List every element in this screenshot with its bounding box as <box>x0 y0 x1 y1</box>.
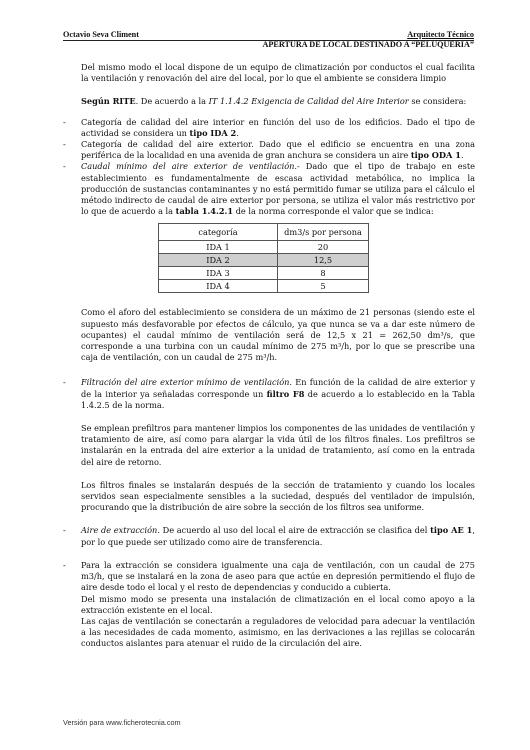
table-cell: 8 <box>278 267 369 280</box>
table-cell: IDA 3 <box>159 267 278 280</box>
table-row <box>159 241 369 254</box>
table-row-highlighted <box>159 254 369 267</box>
filtros-finales-paragraph: Los filtros finales se instalarán después de la sección de tratamiento y cuando los locales servidos sean especialmente sensibles a la suciedad, después del ventilador de impulsión, procurando que la distribución de aire sobre la sección de los filtros sea uniforme. <box>81 479 475 513</box>
filtracion-text2: de acuerdo a lo establecido en la Tabla 1.4.2.5 de la norma. <box>81 388 475 410</box>
caudal-italic: Caudal mínimo del aire exterior de ventilación.- <box>81 161 300 172</box>
list-item-ida <box>63 117 475 139</box>
extraccion-list <box>63 525 475 547</box>
table-cell: IDA 2 <box>159 254 278 267</box>
footer-note: Versión para www.ficherotecnia.com <box>63 718 181 727</box>
ida-end: . <box>236 127 239 138</box>
ida-bold: tipo IDA 2 <box>189 127 237 138</box>
table-header-row <box>159 224 369 241</box>
table-cell: IDA 4 <box>159 280 278 293</box>
prefiltros-paragraph: Se emplean prefiltros para mantener limpios los componentes de las unidades de ventilación y tratamiento de aire, así como para alargar la vida útil de los filtros finales. Los prefiltros se instalarán en la entrada del aire exterior a la unidad de tratamiento, así como en la entrada del aire de retorno. <box>81 423 475 467</box>
caja-p2: Del mismo modo se presenta una instalación de climatización en el local como apoyo a la extracción existente en el local. <box>81 593 475 615</box>
list-item-filtracion <box>63 377 475 411</box>
table-row <box>159 267 369 280</box>
rite-bold: Según RITE <box>81 96 136 107</box>
list-item-caudal <box>63 161 475 217</box>
table-row <box>159 280 369 293</box>
extraccion-text1: De acuerdo al uso del local el aire de extracción se clasifica del <box>159 525 431 536</box>
rite-italic: IT 1.1.4.2 Exigencia de Calidad del Aire Interior <box>208 96 409 107</box>
table-cell: 20 <box>278 241 369 254</box>
caja-p1: Para la extracción se considera igualmente una caja de ventilación, con un caudal de 275 m3/h, que se instalará en la zona de aseo para que actúe en depresión permitiendo el flujo de aire desde todo el local y el resto de dependencias y conducido a cubierta. <box>81 559 475 593</box>
ida-text: Categoría de calidad del aire interior en función del uso de los edificios. Dado el tipo de actividad se considera un <box>81 116 475 138</box>
oda-end: . <box>460 150 464 161</box>
filtracion-list <box>63 377 475 411</box>
filtracion-bold: filtro F8 <box>266 388 305 399</box>
table-cell: 12,5 <box>278 254 369 267</box>
aforo-paragraph: Como el aforo del establecimiento se considera de un máximo de 21 personas (siendo este el supuesto más desfavorable por efectos de cálculo, ya que nunca se va a dar este número de ocupantes) el caudal mínimo de ventilación será de 12,5 x 21 = 262,50 dm³/s, que corresponde a una turbina con un caudal mínimo de 275 m³/h, por lo que se prescribe una caja de ventilación, con un caudal de 275 m³/h. <box>81 307 475 363</box>
extraccion-bold: tipo AE 1 <box>430 525 473 536</box>
document-body <box>63 62 475 650</box>
caja-p3: Las cajas de ventilación se conectarán a reguladores de velocidad para adecuar la ventilación a las necesidades de cada momento, asimismo, en las derivaciones a las rejillas se colocarán conductos aislantes para atenuar el ruido de la circulación del aire. <box>81 615 475 649</box>
header-author: Octavio Seva Climent <box>63 30 139 39</box>
list-item-oda <box>63 139 475 161</box>
oda-bold: tipo ODA 1 <box>410 150 461 161</box>
caudal-text2: de la norma corresponde el valor que se indica: <box>233 206 434 217</box>
intro-paragraph: Del mismo modo el local dispone de un equipo de climatización por conductos el cual facilita la ventilación y renovación del aire del local, por lo que el ambiente se considera limpio <box>81 62 475 84</box>
oda-text: Categoría de calidad del aire exterior. Dado que el edificio se encuentra en una zona periférica de la localidad en una avenida de gran anchura se considera un aire <box>81 139 475 161</box>
rite-text1: . De acuerdo a la <box>135 96 209 107</box>
caudal-bold: tabla 1.4.2.1 <box>175 206 234 217</box>
table-cell: IDA 1 <box>159 241 278 254</box>
header-subject: APERTURA DE LOCAL DESTINADO A “PELUQUERIA” <box>262 40 474 49</box>
ventilation-table <box>158 223 369 293</box>
caudal-text1: Dado que el tipo de trabajo en este establecimiento es fundamentalmente de escasa actividad metabólica, no implica la producción de sustancias contaminantes y no está permitido fumar se utiliza para el cálculo el método indirecto de caudal de aire exterior por persona, se utiliza el valor más restrictivo por lo que de acuerdo a la <box>81 161 475 217</box>
table-cell: 5 <box>278 280 369 293</box>
list-item-caja-extraccion <box>63 560 475 594</box>
criteria-list <box>63 117 475 218</box>
rite-paragraph <box>81 96 475 107</box>
rite-text2: se considera: <box>408 96 467 107</box>
table-header-cell: categoría <box>159 224 278 241</box>
table-header-cell: dm3/s por persona <box>278 224 369 241</box>
filtracion-italic: Filtración del aire exterior mínimo de ventilación. <box>81 377 292 388</box>
list-item-extraccion <box>63 525 475 547</box>
extraccion-italic: Aire de extracción. <box>81 525 160 536</box>
header-profession: Arquitecto Técnico <box>407 30 474 39</box>
extraccion-text2: , por lo que puede ser utilizado como aire de transferencia. <box>81 525 475 547</box>
filtracion-text1: En función de la calidad de aire exterior y de la interior ya señaladas corresponde un <box>81 377 475 399</box>
caja-list <box>63 560 475 594</box>
